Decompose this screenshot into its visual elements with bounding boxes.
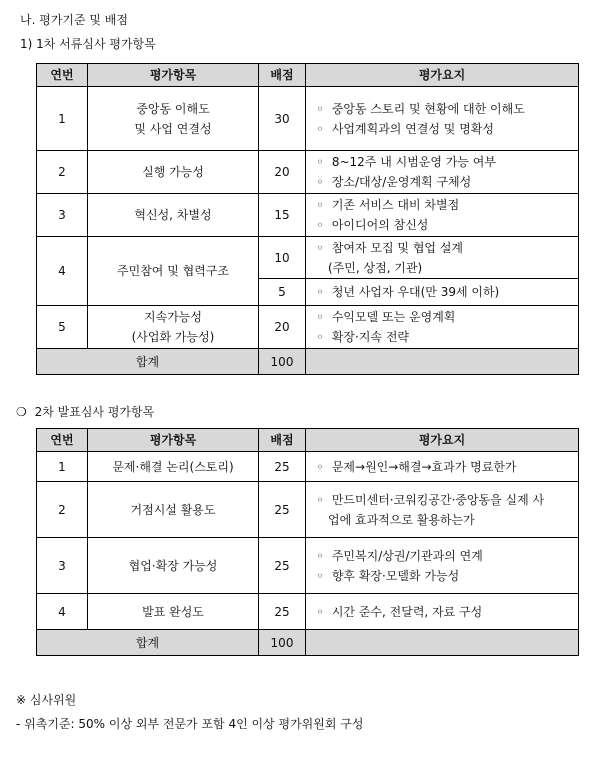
item-line: 중앙동 이해도 bbox=[136, 101, 210, 116]
row-no: 2 bbox=[37, 482, 88, 538]
row-no: 4 bbox=[37, 594, 88, 630]
row-score: 20 bbox=[259, 151, 306, 194]
list-item-continuation: 업에 효과적으로 활용하는가 bbox=[328, 512, 475, 527]
row-score: 15 bbox=[259, 194, 306, 237]
total-row bbox=[37, 349, 579, 375]
table-row bbox=[37, 452, 579, 482]
bullet-icon: ◦ bbox=[316, 218, 324, 232]
bullet-icon: ◦ bbox=[316, 548, 324, 563]
total-label: 합계 bbox=[37, 349, 259, 375]
row-no: 2 bbox=[37, 151, 88, 194]
row-item: 주민참여 및 협력구조 bbox=[88, 237, 259, 306]
table-row bbox=[37, 194, 579, 237]
row-score: 30 bbox=[259, 87, 306, 151]
committee-title: ※ 심사위원 bbox=[16, 693, 77, 707]
header-score: 배점 bbox=[259, 429, 306, 452]
round1-title: 1) 1차 서류심사 평가항목 bbox=[20, 37, 156, 51]
header-no: 연번 bbox=[37, 64, 88, 87]
row-points bbox=[306, 538, 579, 594]
table-header-row bbox=[37, 429, 579, 452]
row-no: 3 bbox=[37, 538, 88, 594]
item-line: 및 사업 연결성 bbox=[134, 121, 212, 136]
row-points bbox=[306, 87, 579, 151]
list-item: ◦ 문제→원인→해결→효과가 명료한가 bbox=[312, 457, 578, 477]
header-score: 배점 bbox=[259, 64, 306, 87]
row-no: 1 bbox=[37, 452, 88, 482]
list-item: ◦ 수익모델 또는 운영계획 bbox=[312, 307, 578, 327]
table-header-row bbox=[37, 64, 579, 87]
row-item: 발표 완성도 bbox=[88, 594, 259, 630]
total-empty bbox=[306, 349, 579, 375]
row-points bbox=[306, 194, 579, 237]
row-no: 1 bbox=[37, 87, 88, 151]
round2-title bbox=[16, 404, 154, 420]
row-no: 3 bbox=[37, 194, 88, 237]
row-points bbox=[306, 237, 579, 279]
row-score: 25 bbox=[259, 482, 306, 538]
list-item: ◦ 장소/대상/운영계획 구체성 bbox=[312, 172, 578, 192]
total-label: 합계 bbox=[37, 630, 259, 656]
total-empty bbox=[306, 630, 579, 656]
row-points bbox=[306, 306, 579, 349]
bullet-icon: ◦ bbox=[316, 240, 324, 255]
total-score: 100 bbox=[259, 630, 306, 656]
row-item: 거점시설 활용도 bbox=[88, 482, 259, 538]
row-item: 협업·확장 가능성 bbox=[88, 538, 259, 594]
list-item: ◦ 아이디어의 참신성 bbox=[312, 215, 578, 235]
row-score: 20 bbox=[259, 306, 306, 349]
list-item: ◦ 만드미센터·코워킹공간·중앙동을 실제 사 bbox=[312, 490, 578, 510]
bullet-icon: ◦ bbox=[316, 101, 324, 116]
bullet-icon: ◦ bbox=[316, 155, 324, 169]
row-score: 5 bbox=[259, 279, 306, 306]
bullet-icon: ◦ bbox=[316, 330, 324, 344]
row-points bbox=[306, 482, 579, 538]
row-item bbox=[88, 87, 259, 151]
list-item: ◦ 기존 서비스 대비 차별점 bbox=[312, 195, 578, 215]
row-item: 문제·해결 논리(스토리) bbox=[88, 452, 259, 482]
bullet-icon: ◦ bbox=[316, 604, 324, 619]
round2-title-text: 2차 발표심사 평가항목 bbox=[34, 405, 155, 419]
section-title: 나. 평가기준 및 배점 bbox=[20, 13, 128, 27]
list-item: ◦ 8~12주 내 시범운영 가능 여부 bbox=[312, 152, 578, 172]
committee-criteria: - 위촉기준: 50% 이상 외부 전문가 포함 4인 이상 평가위원회 구성 bbox=[16, 717, 364, 731]
list-item: ◦ 주민복지/상권/기관과의 연계 bbox=[312, 546, 578, 566]
header-no: 연번 bbox=[37, 429, 88, 452]
round1-table bbox=[36, 63, 579, 375]
header-points: 평가요지 bbox=[306, 429, 579, 452]
list-item: ◦ 확장·지속 전략 bbox=[312, 327, 578, 347]
round2-table bbox=[36, 428, 579, 656]
row-score: 25 bbox=[259, 452, 306, 482]
list-item: ◦ 향후 확장·모델화 가능성 bbox=[312, 566, 578, 586]
row-points bbox=[306, 594, 579, 630]
table-row bbox=[37, 306, 579, 349]
row-no: 4 bbox=[37, 237, 88, 306]
bullet-icon: ◦ bbox=[316, 121, 324, 136]
table-row bbox=[37, 151, 579, 194]
header-item: 평가항목 bbox=[88, 429, 259, 452]
bullet-icon: ◦ bbox=[316, 568, 324, 583]
list-item: ◦ 청년 사업자 우대(만 39세 이하) bbox=[312, 282, 578, 302]
row-score: 10 bbox=[259, 237, 306, 279]
row-score: 25 bbox=[259, 594, 306, 630]
row-no: 5 bbox=[37, 306, 88, 349]
list-item: ◦ 사업계획과의 연결성 및 명확성 bbox=[312, 119, 578, 139]
bullet-icon: ◦ bbox=[316, 459, 324, 474]
bullet-icon: ◦ bbox=[316, 285, 324, 299]
bullet-icon: ◦ bbox=[316, 175, 324, 189]
table-row bbox=[37, 594, 579, 630]
row-item: 혁신성, 차별성 bbox=[88, 194, 259, 237]
total-row bbox=[37, 630, 579, 656]
row-score: 25 bbox=[259, 538, 306, 594]
total-score: 100 bbox=[259, 349, 306, 375]
list-item: ◦ 중앙동 스토리 및 현황에 대한 이해도 bbox=[312, 99, 578, 119]
list-item: ◦ 시간 준수, 전달력, 자료 구성 bbox=[312, 602, 578, 622]
bullet-icon: ◦ bbox=[316, 198, 324, 212]
item-line: (사업화 가능성) bbox=[131, 330, 215, 344]
table-row bbox=[37, 482, 579, 538]
row-points bbox=[306, 151, 579, 194]
row-item bbox=[88, 306, 259, 349]
list-item-continuation: (주민, 상점, 기관) bbox=[328, 260, 423, 275]
circle-bullet-icon: ❍ bbox=[16, 405, 27, 419]
list-item: ◦ 참여자 모집 및 협업 설계 bbox=[312, 238, 578, 258]
item-line: 지속가능성 bbox=[144, 310, 202, 324]
bullet-icon: ◦ bbox=[316, 310, 324, 324]
bullet-icon: ◦ bbox=[316, 492, 324, 507]
table-row bbox=[37, 538, 579, 594]
row-item: 실행 가능성 bbox=[88, 151, 259, 194]
header-points: 평가요지 bbox=[306, 64, 579, 87]
row-points bbox=[306, 279, 579, 306]
header-item: 평가항목 bbox=[88, 64, 259, 87]
row-points bbox=[306, 452, 579, 482]
table-row bbox=[37, 237, 579, 279]
table-row bbox=[37, 87, 579, 151]
